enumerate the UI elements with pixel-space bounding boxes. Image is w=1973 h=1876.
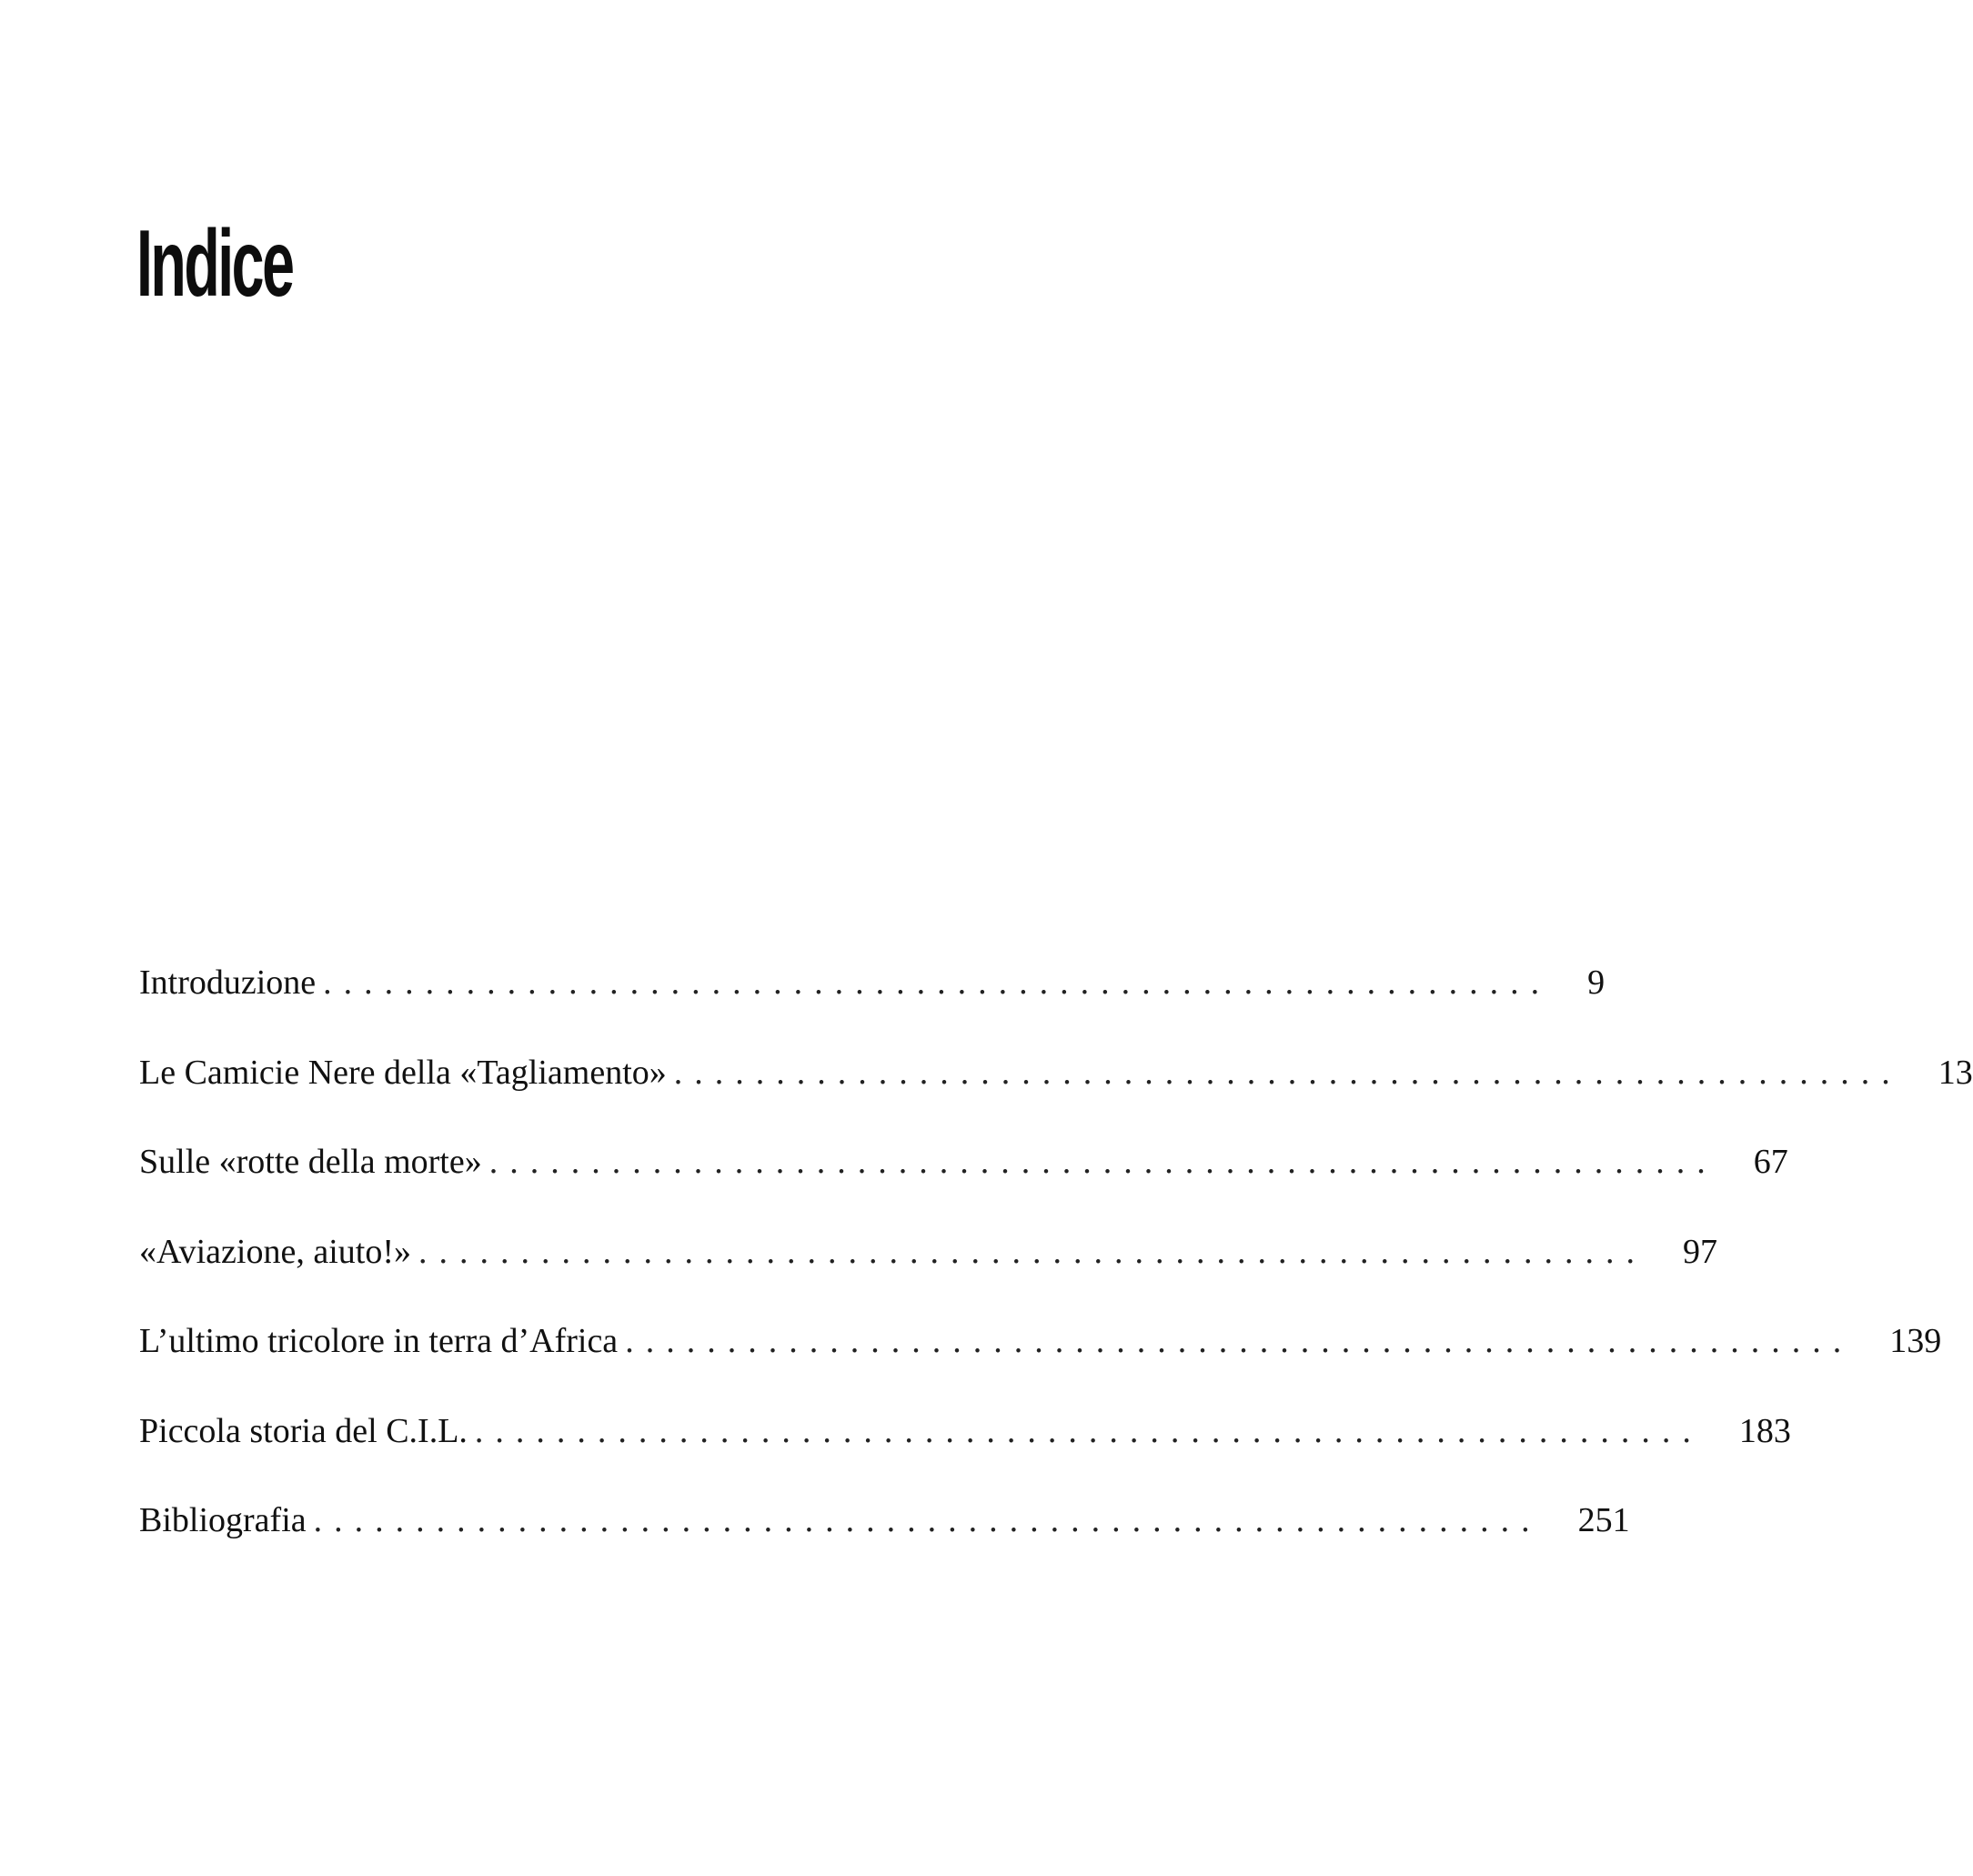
toc-entry-title: Piccola storia del C.I.L. bbox=[139, 1411, 468, 1450]
toc-entry-title: Sulle «rotte della morte» bbox=[139, 1143, 482, 1181]
dot-leader: ............................................................ bbox=[474, 1411, 1703, 1450]
toc-entry-title: Introduzione bbox=[139, 963, 317, 1002]
toc-entry bbox=[139, 1501, 1630, 1592]
toc-entry-title: «Aviazione, aiuto!» bbox=[139, 1232, 411, 1271]
dot-leader: ............................................................ bbox=[625, 1322, 1854, 1360]
table-of-contents bbox=[139, 963, 1973, 1592]
dot-leader: ............................................................ bbox=[673, 1053, 1902, 1092]
dot-leader: ............................................................ bbox=[488, 1143, 1717, 1181]
dot-leader: ............................................................ bbox=[418, 1232, 1646, 1271]
toc-entry-page: 67 bbox=[1753, 1143, 1788, 1181]
toc-entry bbox=[139, 1232, 1717, 1324]
toc-entry-page: 183 bbox=[1738, 1411, 1791, 1450]
toc-entry bbox=[139, 1053, 1973, 1145]
toc-entry-title: Le Camicie Nere della «Tagliamento» bbox=[139, 1053, 667, 1092]
toc-entry bbox=[139, 1411, 1791, 1503]
toc-entry-page: 13 bbox=[1938, 1053, 1973, 1092]
toc-entry-page: 97 bbox=[1682, 1232, 1717, 1271]
page-title: Indice bbox=[136, 211, 293, 317]
toc-entry bbox=[139, 1322, 1942, 1413]
toc-entry-page: 251 bbox=[1577, 1501, 1630, 1539]
dot-leader: ............................................................ bbox=[313, 1501, 1542, 1539]
toc-entry-page: 139 bbox=[1889, 1322, 1942, 1360]
dot-leader: ............................................................ bbox=[323, 963, 1552, 1002]
toc-entry-title: L’ultimo tricolore in terra d’Africa bbox=[139, 1322, 619, 1360]
toc-entry bbox=[139, 963, 1606, 1054]
toc-entry-title: Bibliografia bbox=[139, 1501, 307, 1539]
toc-entry bbox=[139, 1143, 1788, 1234]
toc-entry-page: 9 bbox=[1587, 963, 1606, 1002]
